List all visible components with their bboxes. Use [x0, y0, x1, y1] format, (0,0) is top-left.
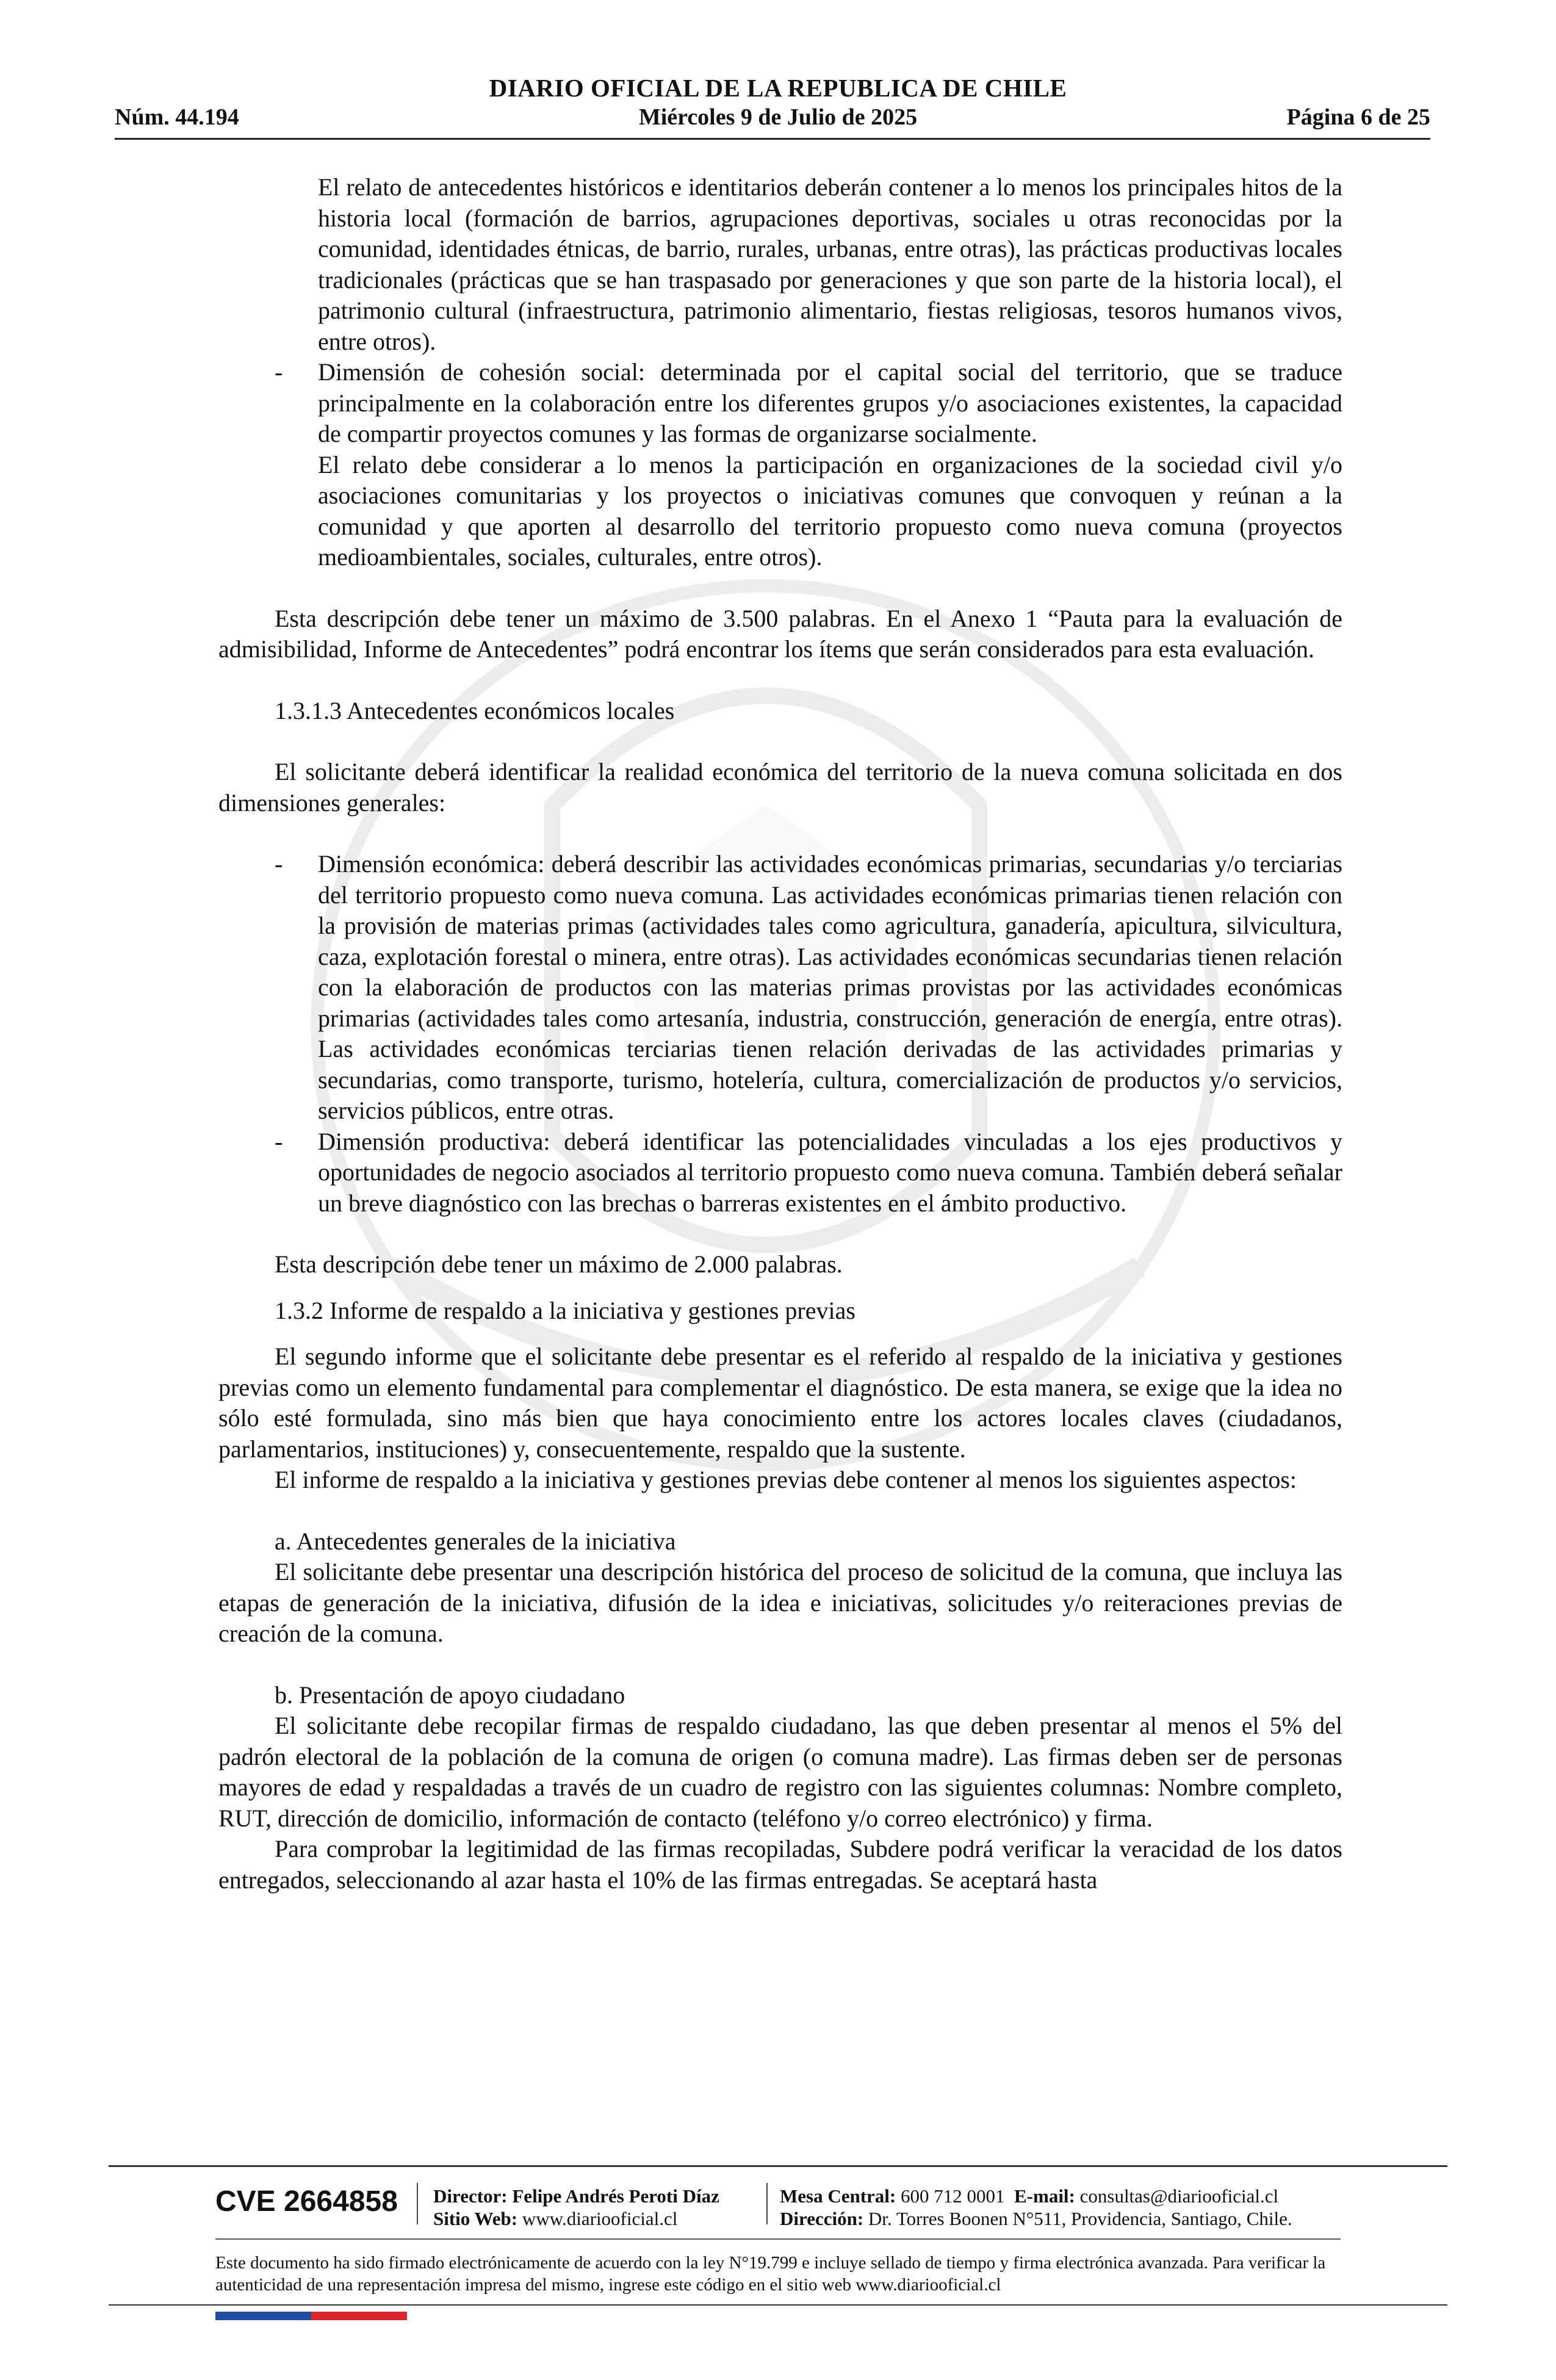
- director-name: Felipe Andrés Peroti Díaz: [512, 2185, 719, 2207]
- bullet-dimension-productiva-text: Dimensión productiva: deberá identificar las potencialidades vinculadas a los ejes productivos y oportunidades de negocio asociados al territorio propuesto como nueva comuna. También deberá señalar un breve diagnóstico con las brechas o barreras existentes en el ámbito productivo.: [318, 1127, 1342, 1217]
- flag-stripe-red: [311, 2312, 407, 2320]
- subheading-b: b. Presentación de apoyo ciudadano: [275, 1681, 625, 1709]
- phone-value: 600 712 0001: [901, 2185, 1005, 2207]
- address-label: Dirección:: [780, 2208, 864, 2229]
- newspaper-title: DIARIO OFICIAL DE LA REPUBLICA DE CHILE: [489, 74, 1067, 102]
- paragraph-second-report: El segundo informe que el solicitante debe presentar es el referido al respaldo de la iniciativa y gestiones previas como un elemento fundamental para complementar el diagnóstico. De esta manera, se exige que la idea no sólo esté formulada, sino más bien que haya conocimiento entre los actores locales claves (ciudadanos, parlamentarios, instituciones) y, consecuentemente, respaldo que la sustente.: [218, 1343, 1342, 1463]
- subheading-a: a. Antecedentes generales de la iniciativa: [275, 1527, 676, 1555]
- flag-stripe-blue: [215, 2312, 311, 2320]
- footer-divider-bottom: [109, 2304, 1447, 2306]
- address-value: Dr. Torres Boonen N°511, Providencia, Santiago, Chile.: [868, 2208, 1292, 2229]
- email-link[interactable]: consultas@diariooficial.cl: [1079, 2185, 1279, 2207]
- footer-divider-mid: [215, 2238, 1341, 2240]
- paragraph-report-contents: El informe de respaldo a la iniciativa y gestiones previas debe contener al menos los siguientes aspectos:: [275, 1466, 1297, 1493]
- signature-notice: Este documento ha sido firmado electrónicamente de acuerdo con la ley N°19.799 e incluye sellado de tiempo y firma electrónica avanzada. Para verificar la autenticidad de una representación impresa del mismo, ingrese este código en el sitio web www.diariooficial.cl: [215, 2253, 1326, 2295]
- publication-date: Miércoles 9 de Julio de 2025: [638, 104, 918, 130]
- bullet-dash: -: [275, 850, 283, 878]
- footer-separator: [417, 2183, 418, 2224]
- bullet-dash: -: [275, 358, 283, 386]
- footer-divider-top: [109, 2165, 1447, 2167]
- paragraph-b: El solicitante debe recopilar firmas de respaldo ciudadano, las que deben presentar al menos el 5% del padrón electoral de la población de la comuna de origen (o comuna madre). Las firmas deben ser de personas mayores de edad y respaldadas a través de un cuadro de registro con las siguientes columnas: Nombre completo, RUT, dirección de domicilio, información de contacto (teléfono y/o correo electrónico) y firma.: [218, 1712, 1342, 1832]
- bullet-dash: -: [275, 1127, 283, 1155]
- website-label: Sitio Web:: [433, 2208, 518, 2229]
- phone-label: Mesa Central:: [780, 2185, 896, 2207]
- paragraph-a: El solicitante debe presentar una descripción histórica del proceso de solicitud de la comuna, que incluya las etapas de generación de la iniciativa, difusión de la idea e iniciativas, solicitudes y/o reiteraciones previas de creación de la comuna.: [218, 1558, 1342, 1647]
- footer-separator: [766, 2183, 768, 2224]
- bullet-cohesion-social-text: Dimensión de cohesión social: determinada por el capital social del territorio, que se traduce principalmente en la colaboración entre los diferentes grupos y/o asociaciones existentes, la capacidad de compartir proyectos comunes y las formas de organizarse socialmente.: [318, 358, 1342, 447]
- section-heading-1313: 1.3.1.3 Antecedentes económicos locales: [275, 696, 675, 724]
- header-divider: [115, 138, 1430, 140]
- director-label: Director:: [433, 2185, 508, 2207]
- cve-code: CVE 2664858: [215, 2185, 398, 2218]
- paragraph-economic-intro: El solicitante deberá identificar la realidad económica del territorio de la nueva comuna solicitada en dos dimensiones generales:: [218, 758, 1342, 817]
- bullet-dimension-productiva: [218, 1127, 1342, 1219]
- page-indicator: Página 6 de 25: [1286, 104, 1430, 130]
- bullet-dimension-economica: [218, 849, 1342, 1127]
- issue-number: Núm. 44.194: [115, 104, 239, 130]
- footer-contact-block: [780, 2185, 1292, 2230]
- paragraph-max-3500: Esta descripción debe tener un máximo de 3.500 palabras. En el Anexo 1 “Pauta para la evaluación de admisibilidad, Informe de Antecedentes” podrá encontrar los ítems que serán considerados para esta evaluación.: [218, 604, 1342, 663]
- footer-director-block: [433, 2185, 719, 2230]
- paragraph-historical: El relato de antecedentes históricos e identitarios deberán contener a lo menos los principales hitos de la historia local (formación de barrios, agrupaciones deportivas, sociales u otras reconocidas por la comunidad, identidades étnicas, de barrio, rurales, urbanas, entre otras), las prácticas productivas locales tradicionales (prácticas que se han traspasado por generaciones y que son parte de la historia local), el patrimonio cultural (infraestructura, patrimonio alimentario, fiestas religiosas, tesoros humanos vivos, entre otros).: [318, 173, 1342, 355]
- email-label: E-mail:: [1014, 2185, 1075, 2207]
- section-heading-132: 1.3.2 Informe de respaldo a la iniciativa y gestiones previas: [275, 1296, 855, 1324]
- document-body: [218, 172, 1342, 1895]
- paragraph-max-2000: Esta descripción debe tener un máximo de 2.000 palabras.: [275, 1250, 843, 1278]
- paragraph-relato: El relato debe considerar a lo menos la participación en organizaciones de la sociedad civil y/o asociaciones comunitarias y los proyectos o iniciativas comunes que convoquen y reúnan a la comunidad y que aporten al desarrollo del territorio propuesto como nueva comuna (proyectos medioambientales, sociales, culturales, entre otros).: [318, 450, 1342, 571]
- bullet-cohesion-social: [218, 357, 1342, 450]
- bullet-dimension-economica-text: Dimensión económica: deberá describir las actividades económicas primarias, secundarias y/o terciarias del territorio propuesto como nueva comuna. Las actividades económicas primarias tienen relación con la provisión de materias primas (actividades tales como agricultura, ganadería, apicultura, silvicultura, caza, explotación forestal o minera, entre otras). Las actividades económicas secundarias tienen relación con la elaboración de productos con las materias primas provistas por las actividades económicas primarias (actividades tales como artesanía, industria, construcción, generación de energía, entre otras). Las actividades económicas terciarias tienen relación derivadas de las actividades primarias y secundarias, como transporte, turismo, hotelería, cultura, comercialización de productos y/o servicios, servicios públicos, entre otras.: [318, 850, 1342, 1124]
- paragraph-b-verification: Para comprobar la legitimidad de las firmas recopiladas, Subdere podrá verificar la veracidad de los datos entregados, seleccionando al azar hasta el 10% de las firmas entregadas. Se aceptará hasta: [218, 1835, 1342, 1894]
- website-link[interactable]: www.diariooficial.cl: [522, 2208, 678, 2229]
